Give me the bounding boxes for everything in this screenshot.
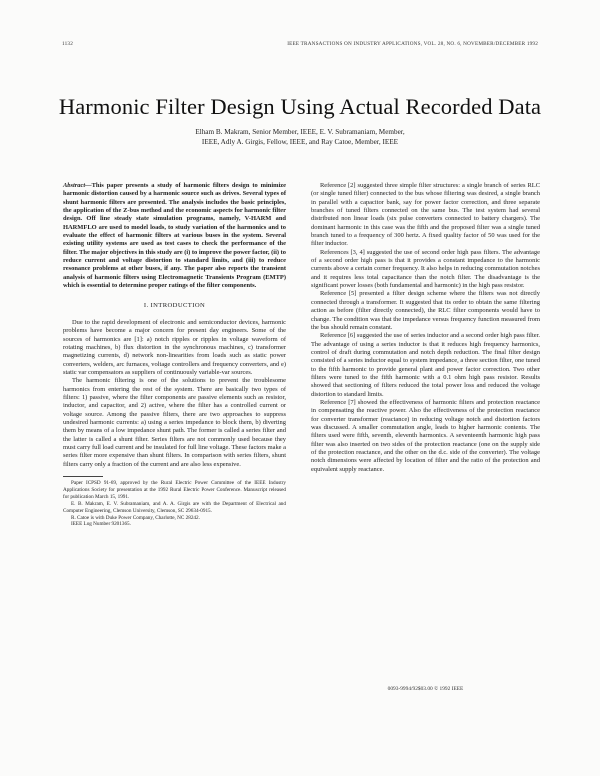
body-paragraph: Reference [7] showed the effectiveness of harmonic filters and protection reactance in compensating the reactive power. Also the effectiveness of the protection reactance for converter transformer (reactance) in reducing voltage notch and distortion factors was discussed. A smaller commutation angle, leads to higher harmonic contents. The filters used were fifth, seventh, eleventh harmonics. A seventeenth harmonic high pass filter was also inserted on two sides of the protection reactance (one on the supply side of the protection reactance, and the other on the d.c. side of the converter). The voltage notch dimensions were affected by location of filter and the ratio of the protection and equivalent supply reactance. — [311, 398, 540, 473]
body-paragraph: Reference [2] suggested three simple filter structures: a single branch of series RLC (or single tuned filter) connected to the bus whose filtering was desired, a single branch in parallel with a capacitor bank, say for power factor correction, and three separate branches of tuned filters connected on the same bus. The test system had several distributed non linear loads (six pulse converters connected to battery chargers). The dominant harmonic in this case was the fifth and the proposed filter was a single tuned branch tuned to a frequency of 300 hertz. A fixed quality factor of 50 was used for the filter inductor. — [311, 182, 540, 248]
copyright-line: 0093-9994/92$03.00 © 1992 IEEE — [387, 686, 464, 692]
author-line-1: Elham B. Makram, Senior Member, IEEE, E. V. Subramaniam, Member, — [195, 128, 405, 136]
footnote: R. Catoe is with Duke Power Company, Charlotte, NC 28242. — [71, 514, 200, 521]
abstract-text: This paper presents a study of harmonic filters design to minimize harmonic distortion caused by a harmonic source such as drives. Several types of shunt harmonic filters are presented. The analysis includes the basic principles, the application of the Z-bus method and the economic aspects for harmonic filter design. Off line steady state simulation programs, namely, V-HARM and HARMFLO are used to model loads, to study variation of the harmonics and to evaluate the effect of harmonic filters at various buses in the system. Several existing utility systems are used as test cases to check the performance of the filter. The major objectives in this study are (i) to improve the power factor, (ii) to reduce current and voltage distortion to standard limits, and (iii) to reduce resonance problems at other buses, if any. The paper also reports the transient analysis of harmonic filters using Electromagnetic Transients Program (EMTP) which is essential to determine proper ratings of the filter components. — [63, 182, 286, 290]
section-heading-introduction: I. INTRODUCTION — [143, 302, 206, 310]
author-line-2: IEEE, Adly A. Girgis, Fellow, IEEE, and Ray Catoe, Member, IEEE — [201, 138, 399, 146]
author-block — [150, 127, 450, 147]
journal-header: IEEE TRANSACTIONS ON INDUSTRY APPLICATIONS, VOL. 28, NO. 6, NOVEMBER/DECEMBER 1992 — [287, 41, 538, 47]
abstract-label: Abstract— — [63, 182, 92, 189]
right-column — [311, 182, 540, 474]
footnote: E. B. Makram, E. V. Subramaniam, and A. A. Girgis are with the Department of Electrical and Computer Engineering, Clemson University, Clemson, SC 29634-0915. — [63, 500, 286, 514]
intro-paragraph: The harmonic filtering is one of the solutions to prevent the troublesome harmonics from entering the rest of the system. There are basically two types of filters: 1) passive, where the filter components are passive elements such as resistor, inductor, and capacitor, and 2) active, where the filter has a controlled current or voltage source. Among the passive filters, there are two approaches to suppress undesired harmonic currents: a) using a series impedance to block them, b) diverting them by means of a low impedance shunt path. The former is called a series filter and the latter is called a shunt filter. Series filters are not commonly used because they must carry full load current and be insulated for full line voltage. These factors make a series filter more expensive than shunt filters. In comparison with series filters, shunt filters carry only a fraction of the current and are also less expensive. — [63, 377, 286, 468]
body-paragraph: References [3, 4] suggested the use of second order high pass filters. The advantage of a second order high pass is that it provides a constant impedance to the harmonic currents above a certain corner frequency. It also helps in reducing commutation notches and it requires less total capacitance than the notch filter. The disadvantage is the significant power losses (both fundamental and harmonic) in the high pass resistor. — [311, 248, 540, 290]
page-number: 1132 — [62, 41, 73, 47]
footnote: IEEE Log Number 9201365. — [71, 521, 131, 528]
body-paragraph: Reference [6] suggested the use of series inductor and a second order high pass filter. The advantage of using a series inductor is that it reduces high frequency harmonics, control of draft during commutation and notch depth reduction. The final filter design consisted of a series inductor equal to system impedance, a three section filter, one tuned to the fifth harmonic to provide general plant and power factor correction. Two other filters were tuned to the fifth harmonic with a 0.1 ohm high pass resistor. Results showed that sectioning of filters reduced the total power loss and reduced the voltage distortion to standard limits. — [311, 332, 540, 398]
paper-title: Harmonic Filter Design Using Actual Recorded Data — [58, 94, 542, 119]
left-column — [63, 182, 286, 528]
body-paragraph: Reference [5] presented a filter design scheme where the filters was not directly connected through a transformer. It suggested that its order to obtain the same filtering action as before (filter directly connected), the RLC filter components would have to change. The condition was that the impedance versus frequency function measured from the bus should remain constant. — [311, 290, 540, 331]
footnote-divider — [63, 476, 103, 477]
abstract — [63, 182, 286, 290]
footnote: Paper ICPSD 91-69, approved by the Rural Electric Power Committee of the IEEE Industry Applications Society for presentation at the 1992 Rural Electric Power Conference. Manuscript released for publication March 15, 1991. — [63, 480, 286, 500]
intro-paragraph: Due to the rapid development of electronic and semiconductor devices, harmonic problems have become a major concern for present day engineers. Some of the sources of harmonics are [1]: a) notch ripples or ripples in voltage waveform of rotating machines, b) flux distortion in the synchronous machines, c) transformer magnetizing currents, d) network non-linearities from loads such as static power converters, welders, arc furnaces, voltage controllers and frequency converters, and e) static var compensators as suppliers of continuously variable-var sources. — [63, 318, 286, 376]
